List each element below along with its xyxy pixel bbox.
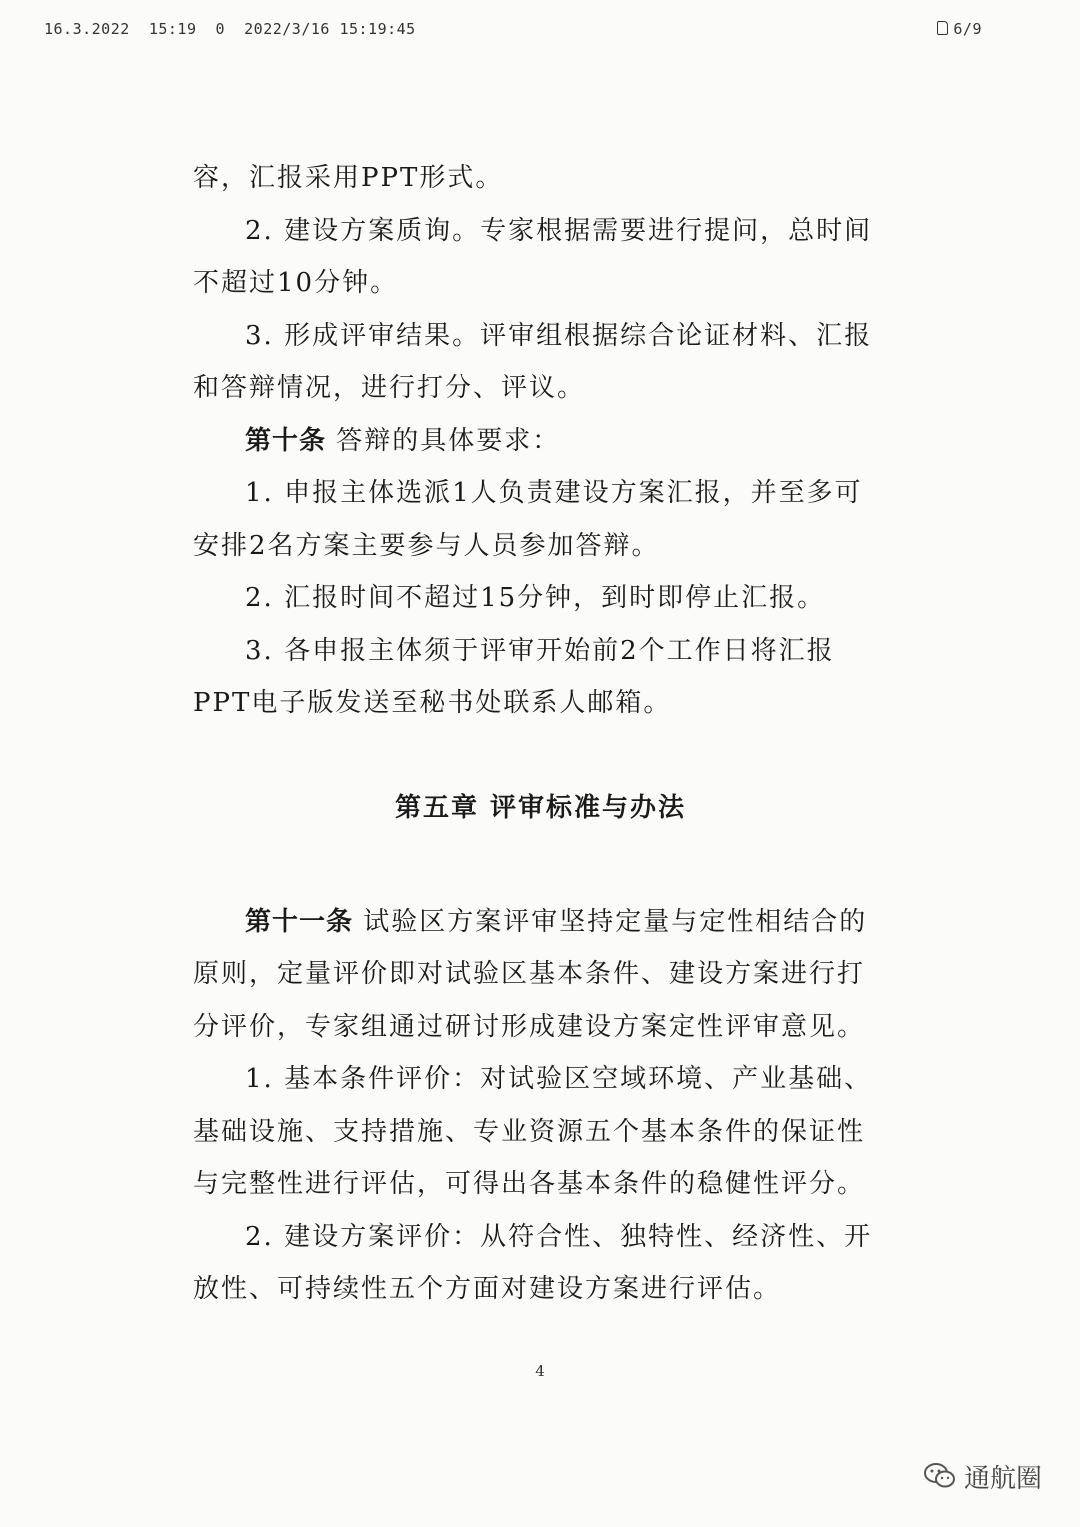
wechat-icon bbox=[924, 1462, 956, 1490]
watermark-text: 通航圈 bbox=[963, 1463, 1042, 1494]
article-10 bbox=[193, 415, 888, 468]
paragraph-continuation: 容，汇报采用PPT形式。 bbox=[193, 163, 504, 193]
paragraph-art10-item-2: 2. 汇报时间不超过15分钟，到时即停止汇报。 bbox=[245, 583, 826, 613]
article-11 bbox=[193, 896, 888, 1054]
chapter-heading: 第五章 评审标准与办法 bbox=[394, 792, 687, 823]
page-number: 4 bbox=[535, 1362, 545, 1380]
paragraph-art11-item-2: 2. 建设方案评价：从符合性、独特性、经济性、开放性、可持续性五个方面对建设方案进行评估。 bbox=[193, 1221, 873, 1304]
page-indicator-text: 6/9 bbox=[953, 20, 982, 38]
paragraph-item-2: 2. 建设方案质询。专家根据需要进行提问，总时间不超过10分钟。 bbox=[193, 215, 873, 298]
document-body bbox=[193, 152, 888, 1316]
page-icon bbox=[937, 21, 948, 35]
article-10-title: 第十条 bbox=[245, 425, 327, 456]
article-10-text: 答辩的具体要求： bbox=[326, 425, 561, 456]
paragraph-art10-item-1: 1. 申报主体选派1人负责建设方案汇报，并至多可安排2名方案主要参与人员参加答辩。 bbox=[193, 478, 863, 561]
paragraph-art10-item-3: 3. 各申报主体须于评审开始前2个工作日将汇报PPT电子版发送至秘书处联系人邮箱。 bbox=[193, 635, 835, 718]
fax-header bbox=[44, 20, 1038, 44]
watermark bbox=[924, 1458, 1042, 1494]
paragraph-item-3: 3. 形成评审结果。评审组根据综合论证材料、汇报和答辩情况，进行打分、评议。 bbox=[193, 320, 873, 403]
paragraph-art11-item-1: 1. 基本条件评价：对试验区空域环境、产业基础、基础设施、支持措施、专业资源五个基本条件的保证性与完整性进行评估，可得出各基本条件的稳健性评分。 bbox=[193, 1064, 873, 1199]
article-11-text: 试验区方案评审坚持定量与定性相结合的原则，定量评价即对试验区基本条件、建设方案进行打分评价，专家组通过研讨形成建设方案定性评审意见。 bbox=[193, 906, 868, 1042]
article-11-title: 第十一条 bbox=[245, 906, 354, 937]
page-indicator bbox=[937, 20, 982, 38]
fax-timestamp: 16.3.2022 15:19 0 2022/3/16 15:19:45 bbox=[44, 20, 416, 38]
